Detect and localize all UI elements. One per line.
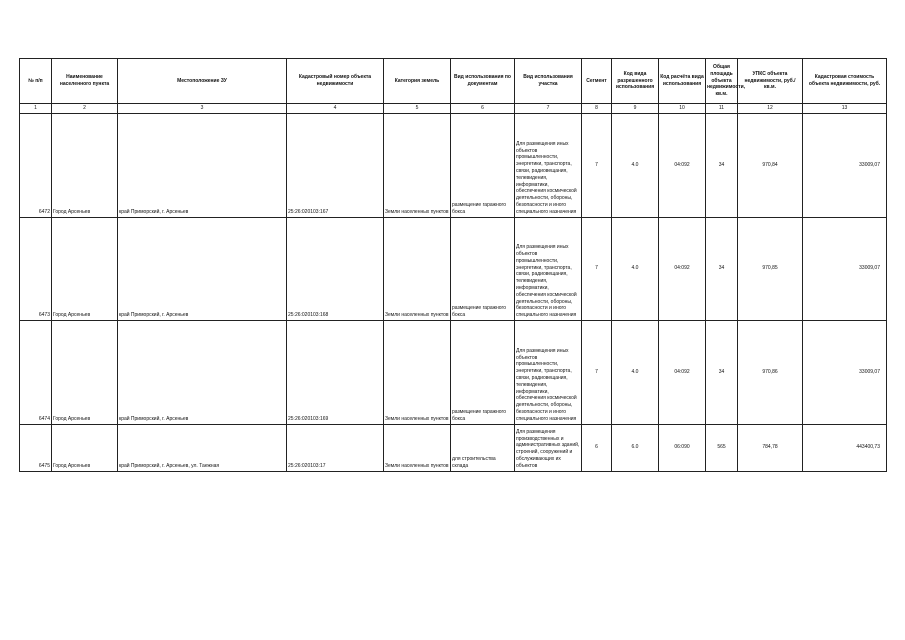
cadastral-value-cell: 33009,07 (803, 321, 887, 425)
plot-use-cell: Для размещения производственных и административных зданий, строений, сооружений и обслуживающих их объектов (515, 424, 582, 471)
area-cell: 34 (706, 321, 738, 425)
column-number: 4 (287, 104, 384, 114)
calc-code-cell: 04:092 (659, 217, 706, 321)
column-number: 13 (803, 104, 887, 114)
column-number: 1 (20, 104, 52, 114)
row-number: 6473 (20, 217, 52, 321)
segment-cell: 6 (582, 424, 612, 471)
location-cell: край Приморский, г. Арсеньев (118, 321, 287, 425)
calc-code-cell: 04:092 (659, 114, 706, 218)
location-cell: край Приморский, г. Арсеньев (118, 217, 287, 321)
column-number: 12 (738, 104, 803, 114)
settlement-cell: Город Арсеньев (52, 321, 118, 425)
plot-use-cell: Для размещения иных объектов промышленности, энергетики, транспорта, связи, радиовещания, телевидения, информатики, обеспечения космической деятельности, обороны, безопасности и иного специального назначения (515, 217, 582, 321)
cadastral-value-cell: 33009,07 (803, 217, 887, 321)
cadastral-number-cell: 25:26:020103:168 (287, 217, 384, 321)
column-number-row (20, 104, 887, 114)
column-number: 9 (612, 104, 659, 114)
table-row (20, 321, 887, 425)
header-cell: УПКС объекта недвижимости, руб./кв.м. (738, 59, 803, 104)
doc-use-cell: размещение гаражного бокса (451, 217, 515, 321)
doc-use-cell: для строительства склада (451, 424, 515, 471)
header-cell: № п/п (20, 59, 52, 104)
column-number: 11 (706, 104, 738, 114)
header-cell: Код вида разрешенного использования (612, 59, 659, 104)
doc-use-cell: размещение гаражного бокса (451, 114, 515, 218)
header-cell: Местоположение ЗУ (118, 59, 287, 104)
table-row (20, 424, 887, 471)
row-number: 6475 (20, 424, 52, 471)
vri-code-cell: 4.0 (612, 217, 659, 321)
settlement-cell: Город Арсеньев (52, 114, 118, 218)
column-number: 7 (515, 104, 582, 114)
header-cell: Общая площадь объекта недвижимости, кв.м. (706, 59, 738, 104)
calc-code-cell: 06:090 (659, 424, 706, 471)
header-cell: Наименование населенного пункта (52, 59, 118, 104)
land-category-cell: Земли населенных пунктов (384, 217, 451, 321)
segment-cell: 7 (582, 217, 612, 321)
upks-cell: 970,86 (738, 321, 803, 425)
vri-code-cell: 4.0 (612, 321, 659, 425)
cadastral-number-cell: 25:26:020103:17 (287, 424, 384, 471)
table-row (20, 114, 887, 218)
plot-use-cell: Для размещения иных объектов промышленности, энергетики, транспорта, связи, радиовещания, телевидения, информатики, обеспечения космической деятельности, обороны, безопасности и иного специального назначения (515, 321, 582, 425)
upks-cell: 970,85 (738, 217, 803, 321)
header-cell: Код расчёта вида использования (659, 59, 706, 104)
cadastral-number-cell: 25:26:020103:169 (287, 321, 384, 425)
area-cell: 565 (706, 424, 738, 471)
column-number: 6 (451, 104, 515, 114)
column-number: 8 (582, 104, 612, 114)
header-cell: Сегмент (582, 59, 612, 104)
header-cell: Категория земель (384, 59, 451, 104)
vri-code-cell: 4.0 (612, 114, 659, 218)
location-cell: край Приморский, г. Арсеньев, ул. Таежная (118, 424, 287, 471)
location-cell: край Приморский, г. Арсеньев (118, 114, 287, 218)
cadastral-value-cell: 33009,07 (803, 114, 887, 218)
doc-use-cell: размещение гаражного бокса (451, 321, 515, 425)
row-number: 6474 (20, 321, 52, 425)
segment-cell: 7 (582, 321, 612, 425)
cadastral-value-cell: 443400,73 (803, 424, 887, 471)
column-number: 3 (118, 104, 287, 114)
upks-cell: 970,84 (738, 114, 803, 218)
settlement-cell: Город Арсеньев (52, 424, 118, 471)
header-row (20, 59, 887, 104)
land-category-cell: Земли населенных пунктов (384, 321, 451, 425)
area-cell: 34 (706, 114, 738, 218)
row-number: 6472 (20, 114, 52, 218)
calc-code-cell: 04:092 (659, 321, 706, 425)
column-number: 2 (52, 104, 118, 114)
column-number: 10 (659, 104, 706, 114)
land-category-cell: Земли населенных пунктов (384, 424, 451, 471)
area-cell: 34 (706, 217, 738, 321)
upks-cell: 784,78 (738, 424, 803, 471)
cadastral-value-table (19, 58, 887, 472)
header-cell: Вид использования участка (515, 59, 582, 104)
land-category-cell: Земли населенных пунктов (384, 114, 451, 218)
header-cell: Кадастровый номер объекта недвижимости (287, 59, 384, 104)
table-row (20, 217, 887, 321)
cadastral-number-cell: 25:26:020103:167 (287, 114, 384, 218)
settlement-cell: Город Арсеньев (52, 217, 118, 321)
vri-code-cell: 6.0 (612, 424, 659, 471)
segment-cell: 7 (582, 114, 612, 218)
plot-use-cell: Для размещения иных объектов промышленности, энергетики, транспорта, связи, радиовещания, телевидения, информатики, обеспечения космической деятельности, обороны, безопасности и иного специального назначения (515, 114, 582, 218)
header-cell: Вид использования по документам (451, 59, 515, 104)
header-cell: Кадастровая стоимость объекта недвижимости, руб. (803, 59, 887, 104)
column-number: 5 (384, 104, 451, 114)
